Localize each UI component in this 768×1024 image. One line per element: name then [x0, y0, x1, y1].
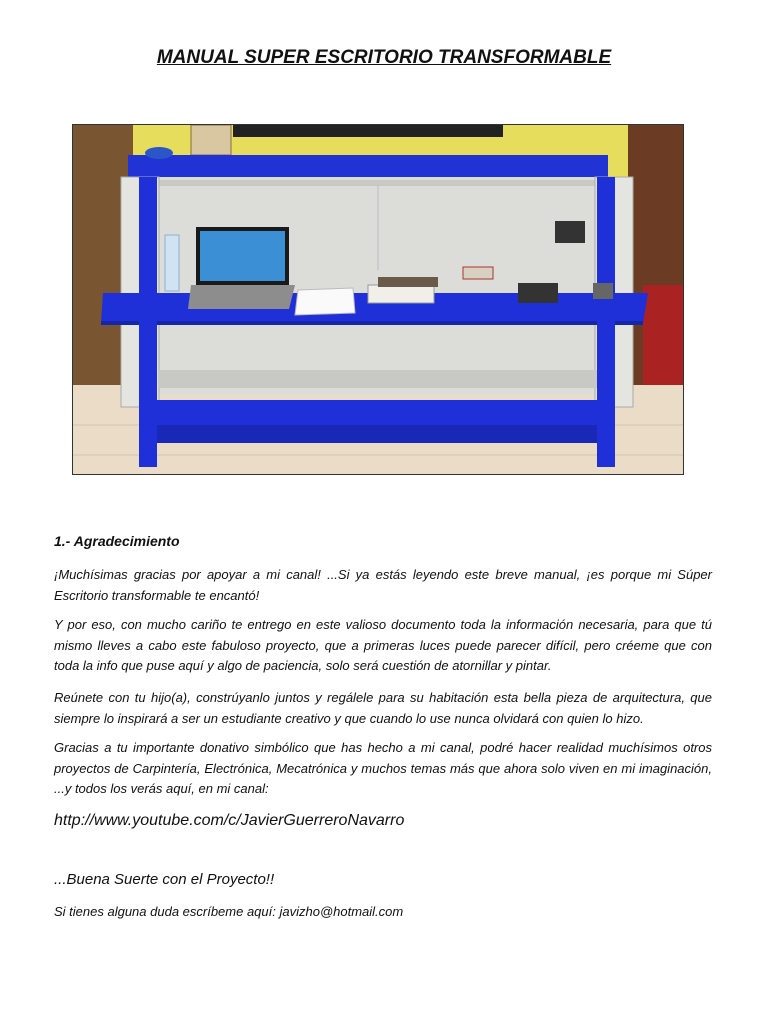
good-luck-text: ...Buena Suerte con el Proyecto!! — [54, 871, 275, 888]
contact-text: Si tienes alguna duda escríbeme aquí: javizho@hotmail.com — [54, 904, 404, 919]
paragraph-3: Reúnete con tu hijo(a), constrúyanlo juntos y regálele para su habitación esta bella pieza de arquitectura, que siempre lo inspirará a ser un estudiante creativo y que cuando lo use nunca olvidará con quien lo hizo. — [54, 690, 712, 726]
document-title: MANUAL SUPER ESCRITORIO TRANSFORMABLE — [156, 47, 612, 68]
section-heading: 1.- Agradecimiento — [54, 533, 180, 549]
paragraph-1: ¡Muchísimas gracias por apoyar a mi canal! ...Si ya estás leyendo este breve manual, ¡es porque mi Súper Escritorio transformable te encantó! — [54, 567, 712, 603]
channel-link[interactable]: http://www.youtube.com/c/JavierGuerreroNavarro — [54, 812, 405, 829]
desk-illustration — [73, 125, 684, 475]
paragraph-4: Gracias a tu importante donativo simbólico que has hecho a mi canal, podré hacer realidad muchísimos otros proyectos de Carpintería, Electrónica, Mecatrónica y muchos temas más que ahora solo viven en mi imaginación, ...y todos los verás aquí, en mi canal: — [54, 740, 712, 796]
paragraph-2: Y por eso, con mucho cariño te entrego en este valioso documento toda la información necesaria, para que tú mismo lleves a cabo este fabuloso proyecto, que a primeras luces puede parecer difícil, pero créeme que con toda la info que puse aquí y algo de paciencia, solo será cuestión de atornillar y pintar. — [54, 617, 712, 673]
desk-photo — [72, 124, 684, 475]
